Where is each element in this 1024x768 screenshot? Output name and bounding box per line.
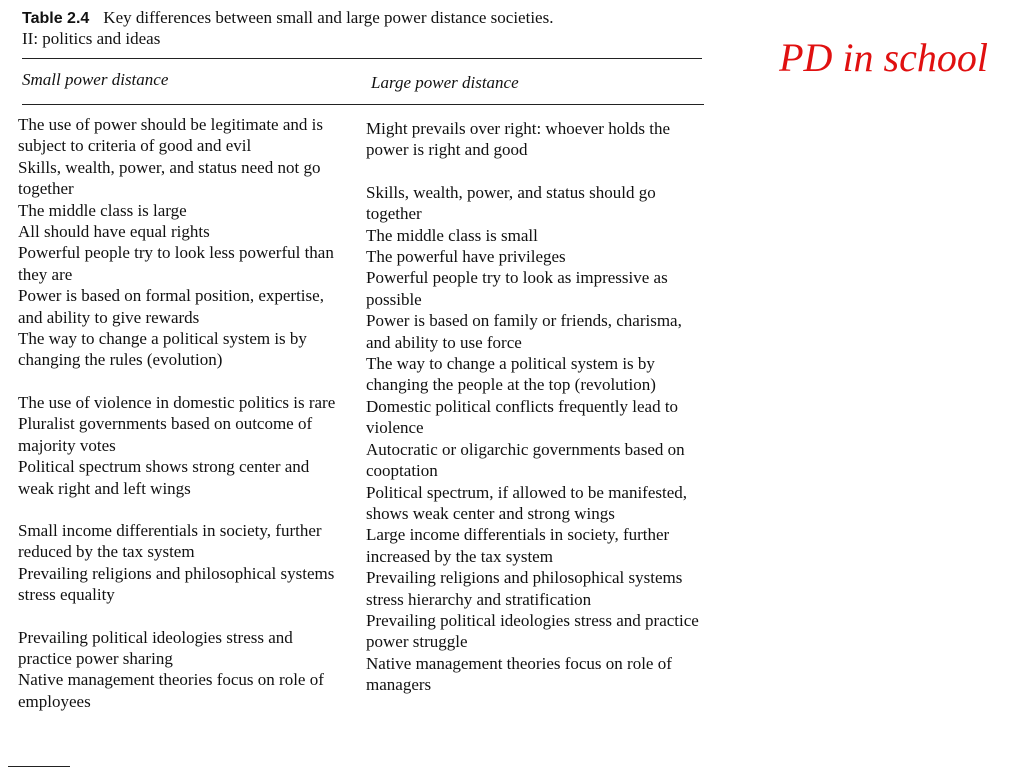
list-item: Small income differentials in society, further reduced by the tax system	[18, 520, 322, 562]
list-item: Large income differentials in society, further increased by the tax system	[366, 525, 670, 566]
list-item: The way to change a political system is by changing the people at the top (revolution)	[366, 354, 656, 395]
list-item: All should have equal rights	[18, 222, 210, 242]
list-item: Prevailing political ideologies stress and practice power struggle	[366, 610, 699, 652]
table-caption-text: Key differences between small and large power distance societies.	[103, 8, 554, 27]
list-item: Political spectrum, if allowed to be manifested, shows weak center and strong wings	[366, 482, 688, 523]
table-caption	[22, 8, 702, 49]
list-item: Skills, wealth, power, and status need not go together	[18, 157, 321, 199]
slide-title: PD in school	[779, 35, 988, 80]
list-item: The use of violence in domestic politics is rare	[18, 392, 336, 412]
list-item: Might prevails over right: whoever holds the power is right and good	[366, 119, 671, 160]
column-header-small: Small power distance	[22, 70, 169, 89]
list-item: The middle class is small	[366, 225, 538, 245]
header-rule	[22, 104, 704, 105]
list-item: Skills, wealth, power, and status should go together	[366, 182, 656, 224]
list-item: Powerful people try to look as impressive as possible	[366, 268, 668, 309]
list-item: Prevailing political ideologies stress and practice power sharing	[18, 627, 293, 668]
list-item: Prevailing religions and philosophical systems stress hierarchy and stratification	[366, 568, 683, 609]
table-label: Table 2.4	[22, 10, 90, 27]
list-item: The use of power should be legitimate and is subject to criteria of good and evil	[18, 115, 323, 156]
bottom-rule	[8, 766, 70, 767]
column-header-large: Large power distance	[371, 73, 519, 92]
table-subcaption: II: politics and ideas	[22, 29, 161, 48]
list-item: Political spectrum shows strong center and weak right and left wings	[18, 457, 310, 498]
list-item: Power is based on formal position, expertise, and ability to give rewards	[18, 286, 324, 327]
list-item: Native management theories focus on role of employees	[18, 670, 324, 711]
list-item: Native management theories focus on role of managers	[366, 653, 672, 695]
list-item: The middle class is large	[18, 200, 187, 220]
list-item: Powerful people try to look less powerful than they are	[18, 243, 334, 284]
right-column	[366, 118, 706, 696]
list-item: The powerful have privileges	[366, 247, 566, 267]
left-column	[18, 114, 348, 712]
list-item: Prevailing religions and philosophical systems stress equality	[18, 563, 335, 605]
list-item: Domestic political conflicts frequently lead to violence	[366, 396, 679, 438]
list-item: The way to change a political system is by changing the rules (evolution)	[18, 329, 307, 370]
list-item: Autocratic or oligarchic governments based on cooptation	[366, 439, 685, 481]
list-item: Pluralist governments based on outcome of majority votes	[18, 414, 313, 455]
top-rule	[22, 58, 702, 59]
list-item: Power is based on family or friends, charisma, and ability to use force	[366, 311, 682, 352]
